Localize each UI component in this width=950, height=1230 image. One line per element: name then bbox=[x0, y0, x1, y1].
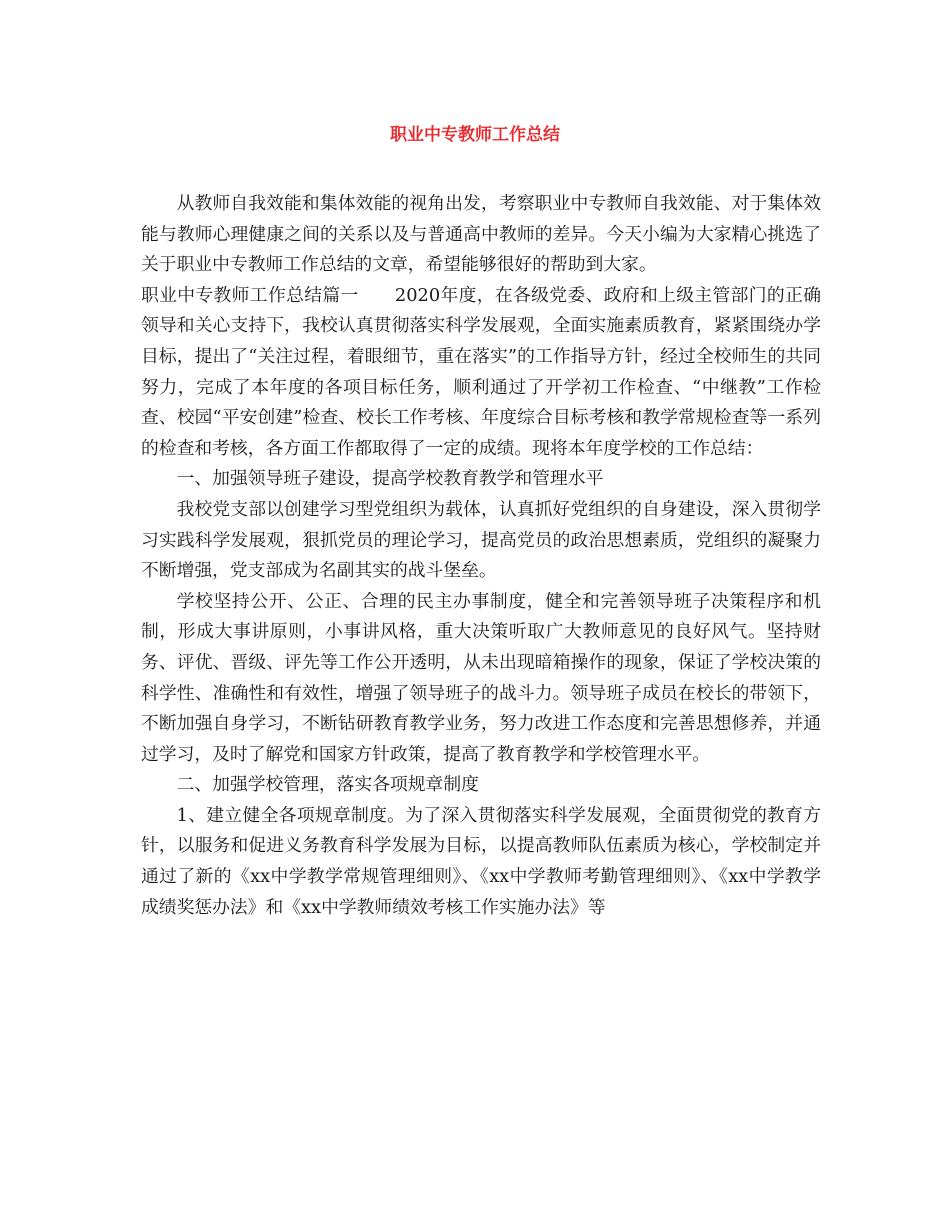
paragraph: 1、建立健全各项规章制度。为了深入贯彻落实科学发展观，全面贯彻党的教育方针，以服务和促进义务教育科学发展为目标，以提高教师队伍素质为核心，学校制定并通过了新的《xx中学教学常规管理细则》、《xx中学教师考勤管理细则》、《xx中学教学成绩奖惩办法》和《xx中学教师绩效考核工作实施办法》等 bbox=[141, 804, 821, 918]
document-title: 职业中专教师工作总结 bbox=[390, 125, 560, 145]
paragraph: 学校坚持公开、公正、合理的民主办事制度，健全和完善领导班子决策程序和机制，形成大事讲原则，小事讲风格，重大决策听取广大教师意见的良好风气。坚持财务、评优、晋级、评先等工作公开透明，从未出现暗箱操作的现象，保证了学校决策的科学性、准确性和有效性，增强了领导班子的战斗力。领导班子成员在校长的带领下，不断加强自身学习，不断钻研教育教学业务，努力改进工作态度和完善思想修养，并通过学习，及时了解党和国家方针政策，提高了教育教学和学校管理水平。 bbox=[141, 590, 821, 765]
intro-paragraph: 从教师自我效能和集体效能的视角出发，考察职业中专教师自我效能、对于集体效能与教师心理健康之间的关系以及与普通高中教师的差异。今天小编为大家精心挑选了关于职业中专教师工作总结的文章，希望能够很好的帮助到大家。 bbox=[141, 193, 821, 276]
section-one-paragraph: 职业中专教师工作总结篇一 2020年度，在各级党委、政府和上级主管部门的正确领导和关心支持下，我校认真贯彻落实科学发展观，全面实施素质教育，紧紧围绕办学目标，提出了“关注过程，着眼细节，重在落实”的工作指导方针，经过全校师生的共同努力，完成了本年度的各项目标任务，顺利通过了开学初工作检查、“中继教”工作检查、校园“平安创建”检查、校长工作考核、年度综合目标考核和教学常规检查等一系列的检查和考核，各方面工作都取得了一定的成绩。现将本年度学校的工作总结： bbox=[141, 284, 821, 459]
paragraph: 我校党支部以创建学习型党组织为载体，认真抓好党组织的自身建设，深入贯彻学习实践科学发展观，狠抓党员的理论学习，提高党员的政治思想素质，党组织的凝聚力不断增强，党支部成为名副其实的战斗堡垒。 bbox=[141, 498, 821, 582]
heading-one: 一、加强领导班子建设，提高学校教育教学和管理水平 bbox=[176, 468, 604, 490]
heading-two: 二、加强学校管理，落实各项规章制度 bbox=[176, 774, 479, 796]
document-body bbox=[141, 189, 821, 923]
